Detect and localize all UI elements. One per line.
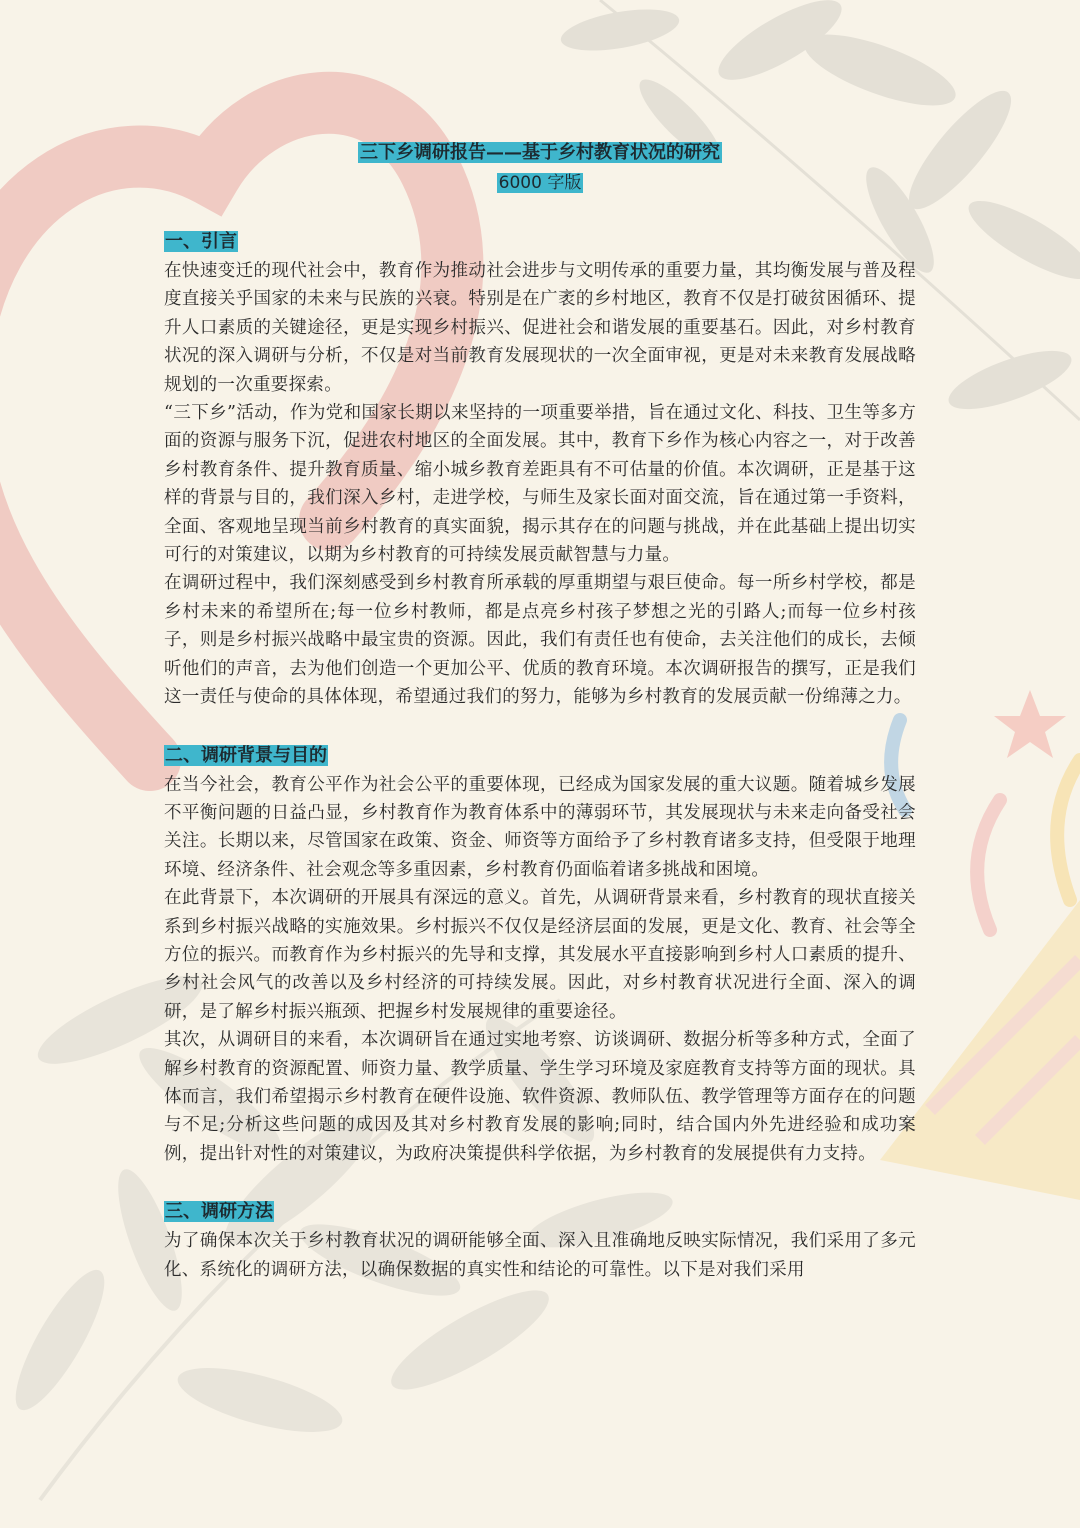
section-heading-text: 二、调研背景与目的 — [165, 744, 327, 766]
section-heading — [164, 1194, 916, 1227]
document-subtitle — [164, 168, 916, 198]
paragraph: 在快速变迁的现代社会中，教育作为推动社会进步与文明传承的重要力量，其均衡发展与普及程度直接关乎国家的未来与民族的兴衰。特别是在广袤的乡村地区，教育不仅是打破贫困循环、提升人口素质的关键途径，更是实现乡村振兴、促进社会和谐发展的重要基石。因此，对乡村教育状况的深入调研与分析，不仅是对当前教育发展现状的一次全面审视，更是对未来教育发展战略规划的一次重要探索。 — [164, 261, 916, 395]
section-introduction — [164, 224, 916, 712]
document-subtitle-text: 6000 字版 — [498, 173, 582, 193]
paragraph: 在调研过程中，我们深刻感受到乡村教育所承载的厚重期望与艰巨使命。每一所乡村学校，都是乡村未来的希望所在;每一位乡村教师，都是点亮乡村孩子梦想之光的引路人;而每一位乡村孩子，则是乡村振兴战略中最宝贵的资源。因此，我们有责任也有使命，去关注他们的成长，去倾听他们的声音，去为他们创造一个更加公平、优质的教育环境。本次调研报告的撰写，正是我们这一责任与使命的具体体现，希望通过我们的努力，能够为乡村教育的发展贡献一份绵薄之力。 — [164, 573, 916, 708]
ribbon-decoration — [891, 720, 1080, 930]
paragraph: 在此背景下，本次调研的开展具有深远的意义。首先，从调研背景来看，乡村教育的现状直接关系到乡村振兴战略的实施效果。乡村振兴不仅仅是经济层面的发展，更是文化、教育、社会等全方位的振兴。而教育作为乡村振兴的先导和支撑，其发展水平直接影响到乡村人口素质的提升、乡村社会风气的改善以及乡村经济的可持续发展。因此，对乡村教育状况进行全面、深入的调研，是了解乡村振兴瓶颈、把握乡村发展规律的重要途径。 — [164, 888, 916, 1022]
paragraph: 为了确保本次关于乡村教育状况的调研能够全面、深入且准确地反映实际情况，我们采用了多元化、系统化的调研方法，以确保数据的真实性和结论的可靠性。以下是对我们采用 — [164, 1231, 916, 1280]
document-title-text: 三下乡调研报告——基于乡村教育状况的研究 — [360, 142, 720, 163]
paragraph: “三下乡”活动，作为党和国家长期以来坚持的一项重要举措，旨在通过文化、科技、卫生等多方面的资源与服务下沉，促进农村地区的全面发展。其中，教育下乡作为核心内容之一，对于改善乡村教育条件、提升教育质量、缩小城乡教育差距具有不可估量的价值。本次调研，正是基于这样的背景与目的，我们深入乡村，走进学校，与师生及家长面对面交流，旨在通过第一手资料，全面、客观地呈现当前乡村教育的真实面貌，揭示其存在的问题与挑战，并在此基础上提出切实可行的对策建议，以期为乡村教育的可持续发展贡献智慧与力量。 — [164, 403, 916, 566]
paragraph: 在当今社会，教育公平作为社会公平的重要体现，已经成为国家发展的重大议题。随着城乡发展不平衡问题的日益凸显，乡村教育作为教育体系中的薄弱环节，其发展现状与未来走向备受社会关注。长期以来，尽管国家在政策、资金、师资等方面给予了乡村教育诸多支持，但受限于地理环境、经济条件、社会观念等多重因素，乡村教育仍面临着诸多挑战和困境。 — [164, 774, 916, 880]
section-heading — [164, 224, 916, 257]
section-heading-text: 一、引言 — [165, 231, 237, 252]
document-page — [164, 132, 916, 1284]
section-heading-text: 三、调研方法 — [165, 1201, 273, 1223]
document-title — [164, 132, 916, 168]
paragraph: 其次，从调研目的来看，本次调研旨在通过实地考察、访谈调研、数据分析等多种方式，全面了解乡村教育的资源配置、师资力量、教学质量、学生学习环境及家庭教育支持等方面的现状。具体而言，我们希望揭示乡村教育在硬件设施、软件资源、教师队伍、教学管理等方面存在的问题与不足;分析这些问题的成因及其对乡村教育发展的影响;同时，结合国内外先进经验和成功案例，提出针对性的对策建议，为政府决策提供科学依据，为乡村教育的发展提供有力支持。 — [164, 1030, 916, 1164]
section-background-purpose — [164, 738, 916, 1169]
section-methods — [164, 1194, 916, 1284]
star-decoration — [994, 690, 1066, 758]
section-heading — [164, 738, 916, 771]
